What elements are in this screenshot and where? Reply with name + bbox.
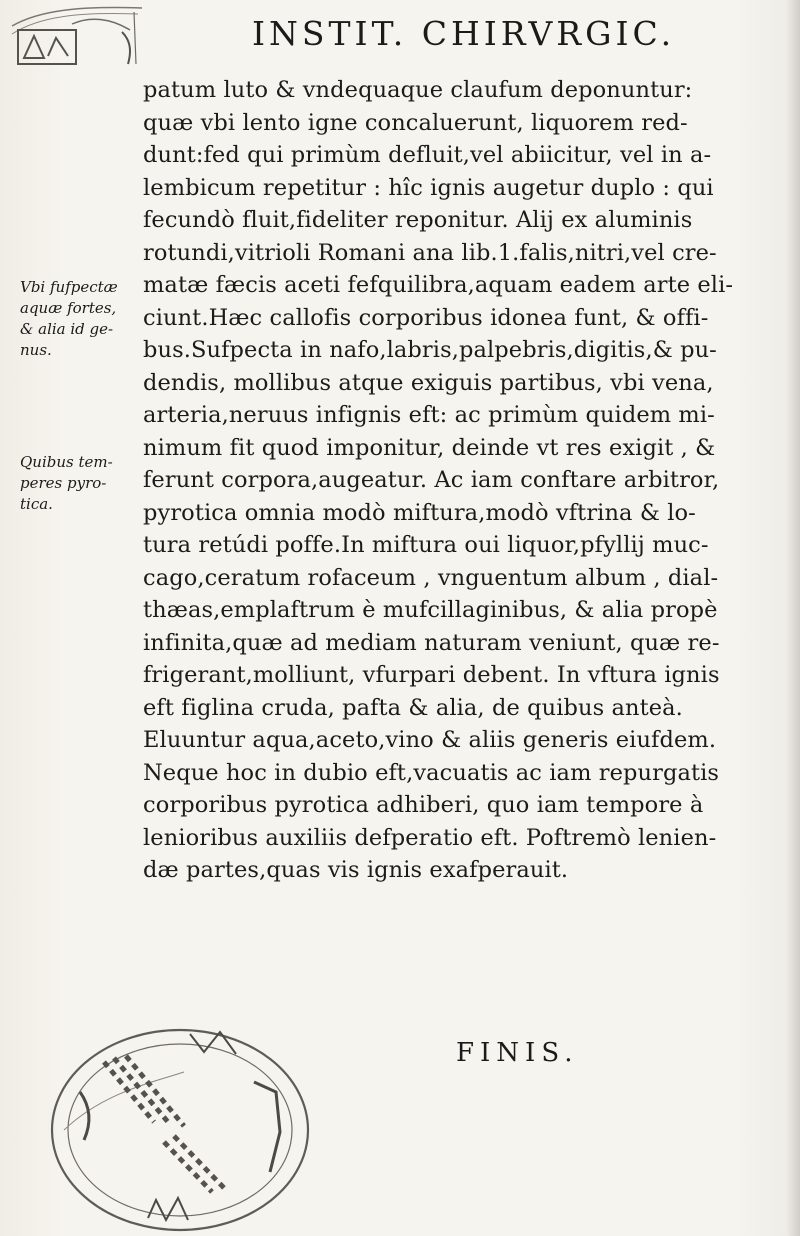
text-line: Eluuntur aqua,aceto,vino & aliis generis eiufdem. bbox=[143, 727, 717, 753]
text-line: Neque hoc in dubio eft,vacuatis ac iam repurgatis bbox=[143, 759, 720, 786]
text-line: eft figlina cruda, pafta & alia, de quibus anteà. bbox=[143, 694, 683, 721]
text-line: lembicum repetitur : hîc ignis augetur duplo : qui bbox=[143, 174, 714, 201]
text-line: bus.Sufpecta in nafo,labris,palpebris,digitis,& pu- bbox=[143, 337, 717, 363]
text-line: cago,ceratum rofaceum , vnguentum album , dial- bbox=[143, 564, 719, 591]
text-line: dunt:fed qui primùm defluit,vel abiicitur, vel in a- bbox=[143, 142, 712, 168]
text-line: corporibus pyrotica adhiberi, quo iam tempore à bbox=[143, 792, 704, 818]
text-line: matæ fæcis aceti fefquilibra,aquam eadem arte eli- bbox=[143, 272, 734, 298]
margin-note-line: Quibus tem- bbox=[20, 453, 113, 471]
text-line: pyrotica omnia modò miftura,modò vftrina & lo- bbox=[143, 499, 696, 526]
margin-note-line: peres pyro- bbox=[20, 474, 107, 492]
library-stamp bbox=[44, 1022, 316, 1236]
text-line: fecundò fluit,fideliter reponitur. Alij ex aluminis bbox=[143, 207, 693, 233]
margin-note-line: nus. bbox=[20, 341, 52, 359]
text-line: ferunt corpora,augeatur. Ac iam conftare arbitror, bbox=[143, 467, 720, 493]
margin-note-2 bbox=[20, 452, 135, 515]
corner-stamp-fragment bbox=[10, 4, 150, 68]
running-head: INSTIT. CHIRVRGIC. bbox=[252, 14, 676, 53]
text-line: ciunt.Hæc callofis corporibus idonea funt, & offi- bbox=[143, 304, 709, 331]
margin-note-line: tica. bbox=[20, 495, 53, 513]
margin-note-1 bbox=[20, 277, 135, 361]
text-line: infinita,quæ ad mediam naturam veniunt, quæ re- bbox=[143, 629, 720, 656]
margin-note-line: Vbi fufpectæ bbox=[20, 278, 118, 296]
finis-label: FINIS. bbox=[456, 1038, 579, 1068]
margin-note-line: aquæ fortes, bbox=[20, 299, 117, 317]
text-line: quæ vbi lento igne concaluerunt, liquorem red- bbox=[143, 109, 688, 136]
text-line: rotundi,vitrioli Romani ana lib.1.falis,nitri,vel cre- bbox=[143, 239, 717, 266]
text-line: dendis, mollibus atque exiguis partibus, vbi vena, bbox=[143, 369, 714, 396]
text-line: lenioribus auxiliis defperatio eft. Poftremò lenien- bbox=[143, 824, 717, 851]
text-line: frigerant,molliunt, vfurpari debent. In vftura ignis bbox=[143, 662, 720, 688]
body-text bbox=[143, 74, 798, 887]
text-line: thæas,emplaftrum è mufcillaginibus, & alia propè bbox=[143, 597, 718, 623]
text-line: arteria,neruus infignis eft: ac primùm quidem mi- bbox=[143, 402, 715, 428]
text-line: dæ partes,quas vis ignis exafperauit. bbox=[143, 857, 569, 883]
margin-note-line: & alia id ge- bbox=[20, 320, 114, 338]
text-line: patum luto & vndequaque claufum deponuntur: bbox=[143, 77, 693, 103]
text-line: tura retúdi poffe.In miftura oui liquor,pfyllij muc- bbox=[143, 532, 709, 558]
text-line: nimum fit quod imponitur, deinde vt res exigit , & bbox=[143, 434, 716, 461]
